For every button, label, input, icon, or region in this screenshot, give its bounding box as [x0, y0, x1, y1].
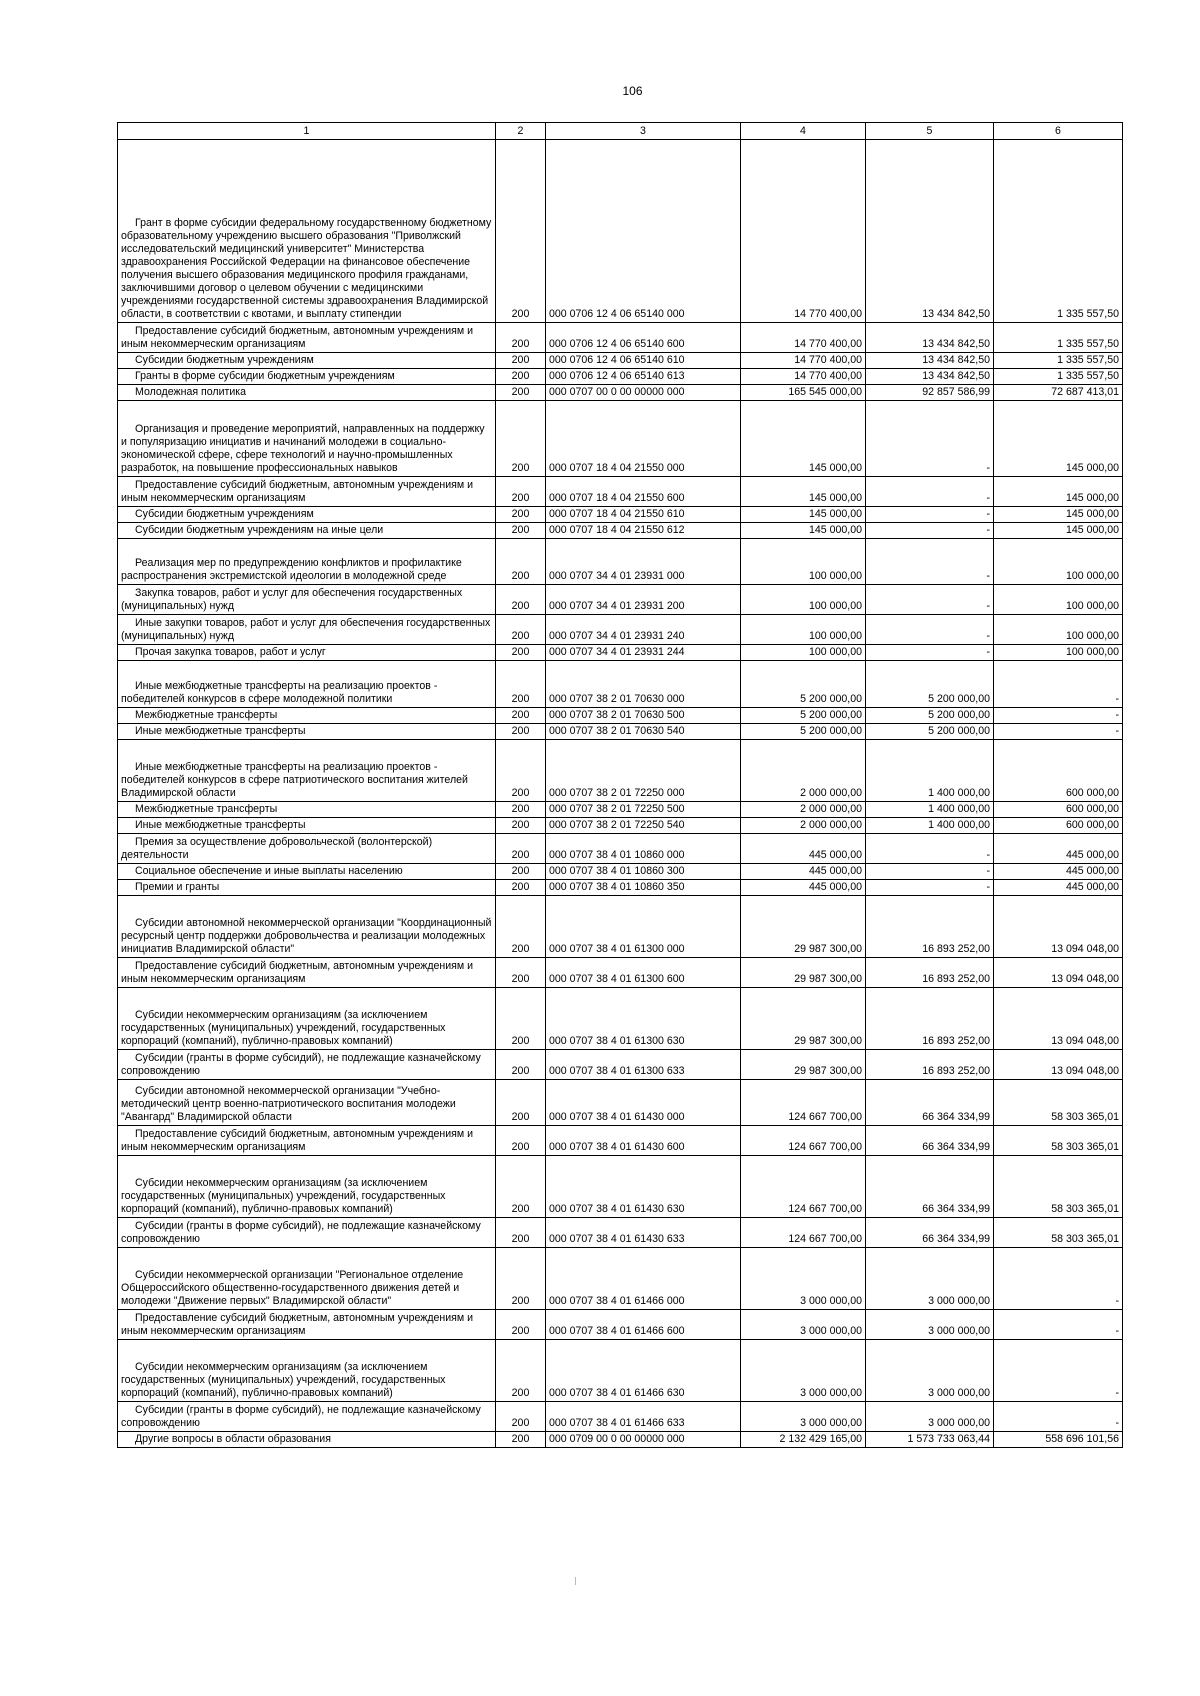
row-name-text: Предоставление субсидий бюджетным, автономным учреждениям и иным некоммерческим организациям	[121, 1128, 474, 1153]
row-section-code-cell: 200	[496, 802, 546, 818]
row-classification-code-cell: 000 0707 38 4 01 61300 630	[546, 988, 741, 1050]
table-row	[118, 1156, 1123, 1218]
row-amount-col4-cell: 165 545 000,00	[741, 385, 866, 401]
row-section-code-cell: 200	[496, 615, 546, 645]
row-name-text: Премия за осуществление добровольческой (волонтерской) деятельности	[121, 836, 433, 861]
row-amount-col5-cell: 13 434 842,50	[866, 140, 994, 323]
row-name-cell	[118, 323, 496, 353]
row-section-code-cell: 200	[496, 539, 546, 585]
row-amount-col6-cell: 58 303 365,01	[994, 1218, 1123, 1248]
row-section-code-cell: 200	[496, 1126, 546, 1156]
row-amount-col4-cell: 14 770 400,00	[741, 323, 866, 353]
row-amount-col6-cell: 558 696 101,56	[994, 1432, 1123, 1448]
row-name-text: Организация и проведение мероприятий, направленных на поддержку и популяризацию инициатив и начинаний молодежи в социально-экономической сфере, сфере технологий и научно-промышленных разработок, на повышение профессиональных навыков	[121, 423, 485, 474]
row-name-cell	[118, 477, 496, 507]
row-section-code-cell: 200	[496, 661, 546, 708]
row-amount-col4-cell: 5 200 000,00	[741, 661, 866, 708]
row-amount-col6-cell: 600 000,00	[994, 818, 1123, 834]
row-section-code-cell: 200	[496, 507, 546, 523]
row-classification-code-cell: 000 0707 38 4 01 61430 630	[546, 1156, 741, 1218]
row-classification-code-cell: 000 0707 38 4 01 61466 000	[546, 1248, 741, 1310]
row-classification-code-cell: 000 0707 00 0 00 00000 000	[546, 385, 741, 401]
row-classification-code-cell: 000 0707 38 2 01 72250 500	[546, 802, 741, 818]
row-name-text: Субсидии некоммерческим организациям (за исключением государственных (муниципальных) учреждений, государственных корпораций (компаний), публично-правовых компаний)	[121, 1361, 446, 1399]
table-row	[118, 1218, 1123, 1248]
row-name-cell	[118, 880, 496, 896]
row-name-cell	[118, 1218, 496, 1248]
row-classification-code-cell: 000 0709 00 0 00 00000 000	[546, 1432, 741, 1448]
row-section-code-cell: 200	[496, 477, 546, 507]
row-name-cell	[118, 740, 496, 802]
column-header: 2	[496, 123, 546, 140]
row-amount-col6-cell: 58 303 365,01	[994, 1126, 1123, 1156]
row-name-cell	[118, 1340, 496, 1402]
table-row	[118, 369, 1123, 385]
row-name-text: Субсидии бюджетным учреждениям	[135, 508, 314, 520]
table-row	[118, 585, 1123, 615]
row-amount-col4-cell: 29 987 300,00	[741, 896, 866, 958]
row-name-text: Закупка товаров, работ и услуг для обеспечения государственных (муниципальных) нужд	[121, 587, 463, 612]
row-amount-col4-cell: 100 000,00	[741, 615, 866, 645]
row-amount-col6-cell: 13 094 048,00	[994, 958, 1123, 988]
row-amount-col4-cell: 100 000,00	[741, 585, 866, 615]
row-amount-col5-cell: 16 893 252,00	[866, 896, 994, 958]
page-number: 106	[622, 84, 643, 98]
table-row	[118, 988, 1123, 1050]
row-amount-col6-cell: 600 000,00	[994, 802, 1123, 818]
row-amount-col6-cell: 145 000,00	[994, 477, 1123, 507]
column-header: 6	[994, 123, 1123, 140]
row-amount-col6-cell: 145 000,00	[994, 401, 1123, 477]
row-amount-col6-cell: 1 335 557,50	[994, 369, 1123, 385]
row-amount-col5-cell: 13 434 842,50	[866, 369, 994, 385]
row-name-cell	[118, 1050, 496, 1080]
row-name-text: Предоставление субсидий бюджетным, автономным учреждениям и иным некоммерческим организациям	[121, 325, 474, 350]
table-row	[118, 958, 1123, 988]
row-name-cell	[118, 385, 496, 401]
table-row	[118, 818, 1123, 834]
row-name-text: Молодежная политика	[135, 386, 247, 398]
row-amount-col4-cell: 145 000,00	[741, 507, 866, 523]
row-name-cell	[118, 523, 496, 539]
row-amount-col6-cell: -	[994, 1340, 1123, 1402]
row-classification-code-cell: 000 0707 34 4 01 23931 240	[546, 615, 741, 645]
row-name-cell	[118, 708, 496, 724]
table-row	[118, 1080, 1123, 1126]
row-name-cell	[118, 585, 496, 615]
row-amount-col5-cell: 5 200 000,00	[866, 708, 994, 724]
row-amount-col6-cell: -	[994, 1402, 1123, 1432]
row-section-code-cell: 200	[496, 385, 546, 401]
row-classification-code-cell: 000 0707 38 4 01 10860 000	[546, 834, 741, 864]
table-row	[118, 353, 1123, 369]
table-row	[118, 1126, 1123, 1156]
table-row	[118, 880, 1123, 896]
row-amount-col5-cell: -	[866, 880, 994, 896]
row-name-cell	[118, 1248, 496, 1310]
row-section-code-cell: 200	[496, 1432, 546, 1448]
row-amount-col4-cell: 29 987 300,00	[741, 958, 866, 988]
row-amount-col6-cell: 58 303 365,01	[994, 1080, 1123, 1126]
row-amount-col5-cell: -	[866, 539, 994, 585]
row-name-cell	[118, 1402, 496, 1432]
row-name-cell	[118, 1080, 496, 1126]
row-name-text: Грант в форме субсидии федеральному государственному бюджетному образовательному учреждению высшего образования "Приволжский исследовательский медицинский университет" Министерства здравоохранения Российской Федерации на финансовое обеспечение получения высшего образования медицинского профиля гражданами, заключившими договор о целевом обучении с медицинскими учреждениями государственной системы здравоохранения Владимирской области, в соответствии с квотами, и выплату стипендии	[121, 217, 492, 320]
table-row	[118, 1310, 1123, 1340]
row-amount-col4-cell: 3 000 000,00	[741, 1402, 866, 1432]
row-classification-code-cell: 000 0707 38 4 01 61466 630	[546, 1340, 741, 1402]
table-row	[118, 385, 1123, 401]
row-amount-col6-cell: 58 303 365,01	[994, 1156, 1123, 1218]
row-section-code-cell: 200	[496, 323, 546, 353]
row-amount-col4-cell: 14 770 400,00	[741, 369, 866, 385]
row-amount-col6-cell: -	[994, 1310, 1123, 1340]
row-amount-col5-cell: 3 000 000,00	[866, 1402, 994, 1432]
row-amount-col5-cell: -	[866, 523, 994, 539]
row-amount-col6-cell: 100 000,00	[994, 615, 1123, 645]
budget-table	[117, 122, 1123, 1448]
row-name-cell	[118, 661, 496, 708]
row-name-cell	[118, 140, 496, 323]
table-row	[118, 834, 1123, 864]
row-name-cell	[118, 539, 496, 585]
row-amount-col5-cell: -	[866, 477, 994, 507]
row-classification-code-cell: 000 0707 18 4 04 21550 610	[546, 507, 741, 523]
row-amount-col4-cell: 14 770 400,00	[741, 353, 866, 369]
table-row	[118, 896, 1123, 958]
row-amount-col5-cell: 3 000 000,00	[866, 1248, 994, 1310]
row-name-cell	[118, 988, 496, 1050]
row-name-cell	[118, 401, 496, 477]
row-name-text: Прочая закупка товаров, работ и услуг	[135, 646, 326, 658]
row-name-cell	[118, 1310, 496, 1340]
row-classification-code-cell: 000 0707 34 4 01 23931 244	[546, 645, 741, 661]
row-name-cell	[118, 353, 496, 369]
row-name-text: Субсидии автономной некоммерческой организации "Учебно-методический центр военно-патриотического воспитания молодежи "Авангард" Владимирской области	[121, 1085, 456, 1123]
table-row	[118, 323, 1123, 353]
row-amount-col4-cell: 29 987 300,00	[741, 988, 866, 1050]
row-amount-col5-cell: -	[866, 615, 994, 645]
row-classification-code-cell: 000 0707 38 2 01 70630 000	[546, 661, 741, 708]
row-amount-col6-cell: 100 000,00	[994, 539, 1123, 585]
row-amount-col4-cell: 2 132 429 165,00	[741, 1432, 866, 1448]
row-name-cell	[118, 802, 496, 818]
row-amount-col5-cell: 13 434 842,50	[866, 323, 994, 353]
row-amount-col5-cell: 16 893 252,00	[866, 1050, 994, 1080]
row-amount-col5-cell: 5 200 000,00	[866, 724, 994, 740]
row-section-code-cell: 200	[496, 523, 546, 539]
row-classification-code-cell: 000 0707 18 4 04 21550 000	[546, 401, 741, 477]
row-amount-col6-cell: 1 335 557,50	[994, 353, 1123, 369]
row-classification-code-cell: 000 0706 12 4 06 65140 613	[546, 369, 741, 385]
row-name-cell	[118, 1126, 496, 1156]
row-section-code-cell: 200	[496, 818, 546, 834]
row-name-text: Субсидии некоммерческой организации "Региональное отделение Общероссийского общественно-государственного движения детей и молодежи "Движение первых" Владимирской области"	[121, 1269, 464, 1307]
table-row	[118, 1050, 1123, 1080]
row-name-cell	[118, 645, 496, 661]
row-name-cell	[118, 834, 496, 864]
row-name-text: Предоставление субсидий бюджетным, автономным учреждениям и иным некоммерческим организациям	[121, 1312, 474, 1337]
row-name-text: Социальное обеспечение и иные выплаты населению	[135, 865, 403, 877]
row-amount-col4-cell: 14 770 400,00	[741, 140, 866, 323]
table-row	[118, 802, 1123, 818]
row-section-code-cell: 200	[496, 958, 546, 988]
row-amount-col6-cell: 13 094 048,00	[994, 988, 1123, 1050]
row-section-code-cell: 200	[496, 724, 546, 740]
row-amount-col5-cell: -	[866, 585, 994, 615]
row-amount-col4-cell: 145 000,00	[741, 401, 866, 477]
row-name-text: Иные межбюджетные трансферты	[135, 725, 306, 737]
row-amount-col4-cell: 100 000,00	[741, 539, 866, 585]
row-name-cell	[118, 369, 496, 385]
column-header: 1	[118, 123, 496, 140]
row-amount-col5-cell: -	[866, 834, 994, 864]
row-classification-code-cell: 000 0707 38 4 01 61300 600	[546, 958, 741, 988]
row-name-cell	[118, 615, 496, 645]
row-name-text: Межбюджетные трансферты	[135, 709, 278, 721]
row-amount-col6-cell: 13 094 048,00	[994, 1050, 1123, 1080]
row-amount-col4-cell: 2 000 000,00	[741, 802, 866, 818]
row-name-cell	[118, 818, 496, 834]
row-amount-col4-cell: 5 200 000,00	[741, 708, 866, 724]
row-section-code-cell: 200	[496, 140, 546, 323]
row-name-text: Субсидии бюджетным учреждениям	[135, 354, 314, 366]
column-header: 5	[866, 123, 994, 140]
row-classification-code-cell: 000 0707 34 4 01 23931 000	[546, 539, 741, 585]
row-amount-col6-cell: -	[994, 708, 1123, 724]
row-amount-col4-cell: 3 000 000,00	[741, 1248, 866, 1310]
row-amount-col5-cell: -	[866, 507, 994, 523]
row-name-cell	[118, 896, 496, 958]
table-row	[118, 645, 1123, 661]
row-amount-col6-cell: 145 000,00	[994, 523, 1123, 539]
table-row	[118, 864, 1123, 880]
row-amount-col4-cell: 124 667 700,00	[741, 1080, 866, 1126]
row-classification-code-cell: 000 0707 38 4 01 61300 000	[546, 896, 741, 958]
row-amount-col5-cell: 13 434 842,50	[866, 353, 994, 369]
row-classification-code-cell: 000 0707 18 4 04 21550 612	[546, 523, 741, 539]
row-classification-code-cell: 000 0707 38 4 01 10860 300	[546, 864, 741, 880]
row-classification-code-cell: 000 0707 38 4 01 61466 633	[546, 1402, 741, 1432]
row-amount-col4-cell: 100 000,00	[741, 645, 866, 661]
row-section-code-cell: 200	[496, 880, 546, 896]
row-amount-col4-cell: 124 667 700,00	[741, 1218, 866, 1248]
row-amount-col4-cell: 445 000,00	[741, 864, 866, 880]
table-row	[118, 477, 1123, 507]
row-name-text: Реализация мер по предупреждению конфликтов и профилактике распространения экстремистской идеологии в молодежной среде	[121, 557, 462, 582]
row-amount-col5-cell: 66 364 334,99	[866, 1080, 994, 1126]
row-name-cell	[118, 1432, 496, 1448]
row-amount-col6-cell: -	[994, 661, 1123, 708]
row-section-code-cell: 200	[496, 864, 546, 880]
row-classification-code-cell: 000 0706 12 4 06 65140 000	[546, 140, 741, 323]
row-section-code-cell: 200	[496, 988, 546, 1050]
row-amount-col6-cell: 72 687 413,01	[994, 385, 1123, 401]
row-name-text: Субсидии (гранты в форме субсидий), не подлежащие казначейскому сопровождению	[121, 1052, 481, 1077]
row-section-code-cell: 200	[496, 1340, 546, 1402]
row-section-code-cell: 200	[496, 401, 546, 477]
row-name-cell	[118, 724, 496, 740]
row-amount-col6-cell: 600 000,00	[994, 740, 1123, 802]
row-amount-col6-cell: 100 000,00	[994, 585, 1123, 615]
row-section-code-cell: 200	[496, 353, 546, 369]
scan-mark	[575, 1577, 576, 1585]
row-name-text: Предоставление субсидий бюджетным, автономным учреждениям и иным некоммерческим организациям	[121, 960, 474, 985]
row-classification-code-cell: 000 0706 12 4 06 65140 610	[546, 353, 741, 369]
row-amount-col6-cell: 145 000,00	[994, 507, 1123, 523]
row-name-text: Субсидии автономной некоммерческой организации "Координационный ресурсный центр поддержки добровольчества и реализации молодежных инициатив Владимирской области"	[121, 917, 492, 955]
row-amount-col5-cell: 3 000 000,00	[866, 1340, 994, 1402]
row-classification-code-cell: 000 0707 38 2 01 70630 500	[546, 708, 741, 724]
table-row	[118, 615, 1123, 645]
row-amount-col5-cell: 1 400 000,00	[866, 740, 994, 802]
table-row	[118, 1248, 1123, 1310]
row-amount-col4-cell: 445 000,00	[741, 880, 866, 896]
row-classification-code-cell: 000 0707 38 4 01 61466 600	[546, 1310, 741, 1340]
row-classification-code-cell: 000 0707 18 4 04 21550 600	[546, 477, 741, 507]
row-name-cell	[118, 958, 496, 988]
row-section-code-cell: 200	[496, 1402, 546, 1432]
row-amount-col4-cell: 124 667 700,00	[741, 1156, 866, 1218]
table-row	[118, 523, 1123, 539]
row-amount-col5-cell: 92 857 586,99	[866, 385, 994, 401]
row-amount-col5-cell: 1 400 000,00	[866, 818, 994, 834]
row-amount-col5-cell: 16 893 252,00	[866, 958, 994, 988]
row-amount-col6-cell: 13 094 048,00	[994, 896, 1123, 958]
table-row	[118, 740, 1123, 802]
row-classification-code-cell: 000 0706 12 4 06 65140 600	[546, 323, 741, 353]
row-name-text: Иные межбюджетные трансферты	[135, 819, 306, 831]
row-amount-col4-cell: 445 000,00	[741, 834, 866, 864]
row-amount-col6-cell: 445 000,00	[994, 864, 1123, 880]
row-name-text: Другие вопросы в области образования	[135, 1433, 331, 1445]
row-section-code-cell: 200	[496, 1050, 546, 1080]
column-header: 4	[741, 123, 866, 140]
table-row	[118, 661, 1123, 708]
row-classification-code-cell: 000 0707 38 4 01 61430 633	[546, 1218, 741, 1248]
row-name-text: Субсидии (гранты в форме субсидий), не подлежащие казначейскому сопровождению	[121, 1220, 481, 1245]
row-name-text: Субсидии (гранты в форме субсидий), не подлежащие казначейскому сопровождению	[121, 1404, 481, 1429]
row-amount-col4-cell: 145 000,00	[741, 477, 866, 507]
table-row	[118, 507, 1123, 523]
row-section-code-cell: 200	[496, 708, 546, 724]
row-name-text: Гранты в форме субсидии бюджетным учреждениям	[135, 370, 395, 382]
row-amount-col5-cell: 66 364 334,99	[866, 1156, 994, 1218]
table-row	[118, 724, 1123, 740]
row-name-text: Субсидии некоммерческим организациям (за исключением государственных (муниципальных) учреждений, государственных корпораций (компаний), публично-правовых компаний)	[121, 1009, 446, 1047]
row-amount-col5-cell: 1 573 733 063,44	[866, 1432, 994, 1448]
row-amount-col4-cell: 3 000 000,00	[741, 1340, 866, 1402]
row-amount-col6-cell: -	[994, 724, 1123, 740]
row-amount-col6-cell: 100 000,00	[994, 645, 1123, 661]
row-classification-code-cell: 000 0707 38 4 01 61430 600	[546, 1126, 741, 1156]
row-amount-col5-cell: -	[866, 645, 994, 661]
table-row	[118, 401, 1123, 477]
row-classification-code-cell: 000 0707 38 2 01 70630 540	[546, 724, 741, 740]
row-amount-col6-cell: 445 000,00	[994, 834, 1123, 864]
row-amount-col4-cell: 2 000 000,00	[741, 818, 866, 834]
row-name-cell	[118, 507, 496, 523]
table-row	[118, 140, 1123, 323]
row-section-code-cell: 200	[496, 1310, 546, 1340]
row-classification-code-cell: 000 0707 38 2 01 72250 000	[546, 740, 741, 802]
row-name-text: Межбюджетные трансферты	[135, 803, 278, 815]
row-name-text: Иные межбюджетные трансферты на реализацию проектов - победителей конкурсов в сфере патриотического воспитания жителей Владимирской области	[121, 761, 468, 799]
row-amount-col4-cell: 5 200 000,00	[741, 724, 866, 740]
row-amount-col6-cell: 445 000,00	[994, 880, 1123, 896]
row-section-code-cell: 200	[496, 740, 546, 802]
row-name-cell	[118, 1156, 496, 1218]
row-name-text: Иные закупки товаров, работ и услуг для обеспечения государственных (муниципальных) нужд	[121, 617, 491, 642]
row-name-text: Иные межбюджетные трансферты на реализацию проектов - победителей конкурсов в сфере молодежной политики	[121, 680, 438, 705]
row-classification-code-cell: 000 0707 38 4 01 61300 633	[546, 1050, 741, 1080]
row-amount-col6-cell: 1 335 557,50	[994, 140, 1123, 323]
row-amount-col5-cell: 5 200 000,00	[866, 661, 994, 708]
row-name-text: Субсидии бюджетным учреждениям на иные цели	[135, 524, 384, 536]
row-amount-col4-cell: 3 000 000,00	[741, 1310, 866, 1340]
row-amount-col6-cell: -	[994, 1248, 1123, 1310]
row-section-code-cell: 200	[496, 1218, 546, 1248]
row-name-cell	[118, 864, 496, 880]
row-amount-col5-cell: -	[866, 864, 994, 880]
row-classification-code-cell: 000 0707 34 4 01 23931 200	[546, 585, 741, 615]
row-name-text: Субсидии некоммерческим организациям (за исключением государственных (муниципальных) учреждений, государственных корпораций (компаний), публично-правовых компаний)	[121, 1177, 446, 1215]
row-classification-code-cell: 000 0707 38 4 01 10860 350	[546, 880, 741, 896]
row-classification-code-cell: 000 0707 38 2 01 72250 540	[546, 818, 741, 834]
row-section-code-cell: 200	[496, 896, 546, 958]
table-row	[118, 1402, 1123, 1432]
row-amount-col5-cell: 3 000 000,00	[866, 1310, 994, 1340]
row-section-code-cell: 200	[496, 1080, 546, 1126]
table-row	[118, 539, 1123, 585]
row-section-code-cell: 200	[496, 369, 546, 385]
table-row	[118, 708, 1123, 724]
table-header-row	[118, 123, 1123, 140]
row-amount-col5-cell: 66 364 334,99	[866, 1218, 994, 1248]
row-amount-col6-cell: 1 335 557,50	[994, 323, 1123, 353]
row-name-text: Премии и гранты	[135, 881, 220, 893]
row-amount-col4-cell: 124 667 700,00	[741, 1126, 866, 1156]
row-amount-col4-cell: 29 987 300,00	[741, 1050, 866, 1080]
row-section-code-cell: 200	[496, 1156, 546, 1218]
row-section-code-cell: 200	[496, 645, 546, 661]
row-name-text: Предоставление субсидий бюджетным, автономным учреждениям и иным некоммерческим организациям	[121, 479, 474, 504]
row-classification-code-cell: 000 0707 38 4 01 61430 000	[546, 1080, 741, 1126]
row-amount-col5-cell: 1 400 000,00	[866, 802, 994, 818]
row-amount-col5-cell: 16 893 252,00	[866, 988, 994, 1050]
table-row	[118, 1340, 1123, 1402]
row-amount-col4-cell: 145 000,00	[741, 523, 866, 539]
row-amount-col4-cell: 2 000 000,00	[741, 740, 866, 802]
row-section-code-cell: 200	[496, 585, 546, 615]
row-amount-col5-cell: 66 364 334,99	[866, 1126, 994, 1156]
row-section-code-cell: 200	[496, 834, 546, 864]
table-row	[118, 1432, 1123, 1448]
row-amount-col5-cell: -	[866, 401, 994, 477]
row-section-code-cell: 200	[496, 1248, 546, 1310]
column-header: 3	[546, 123, 741, 140]
